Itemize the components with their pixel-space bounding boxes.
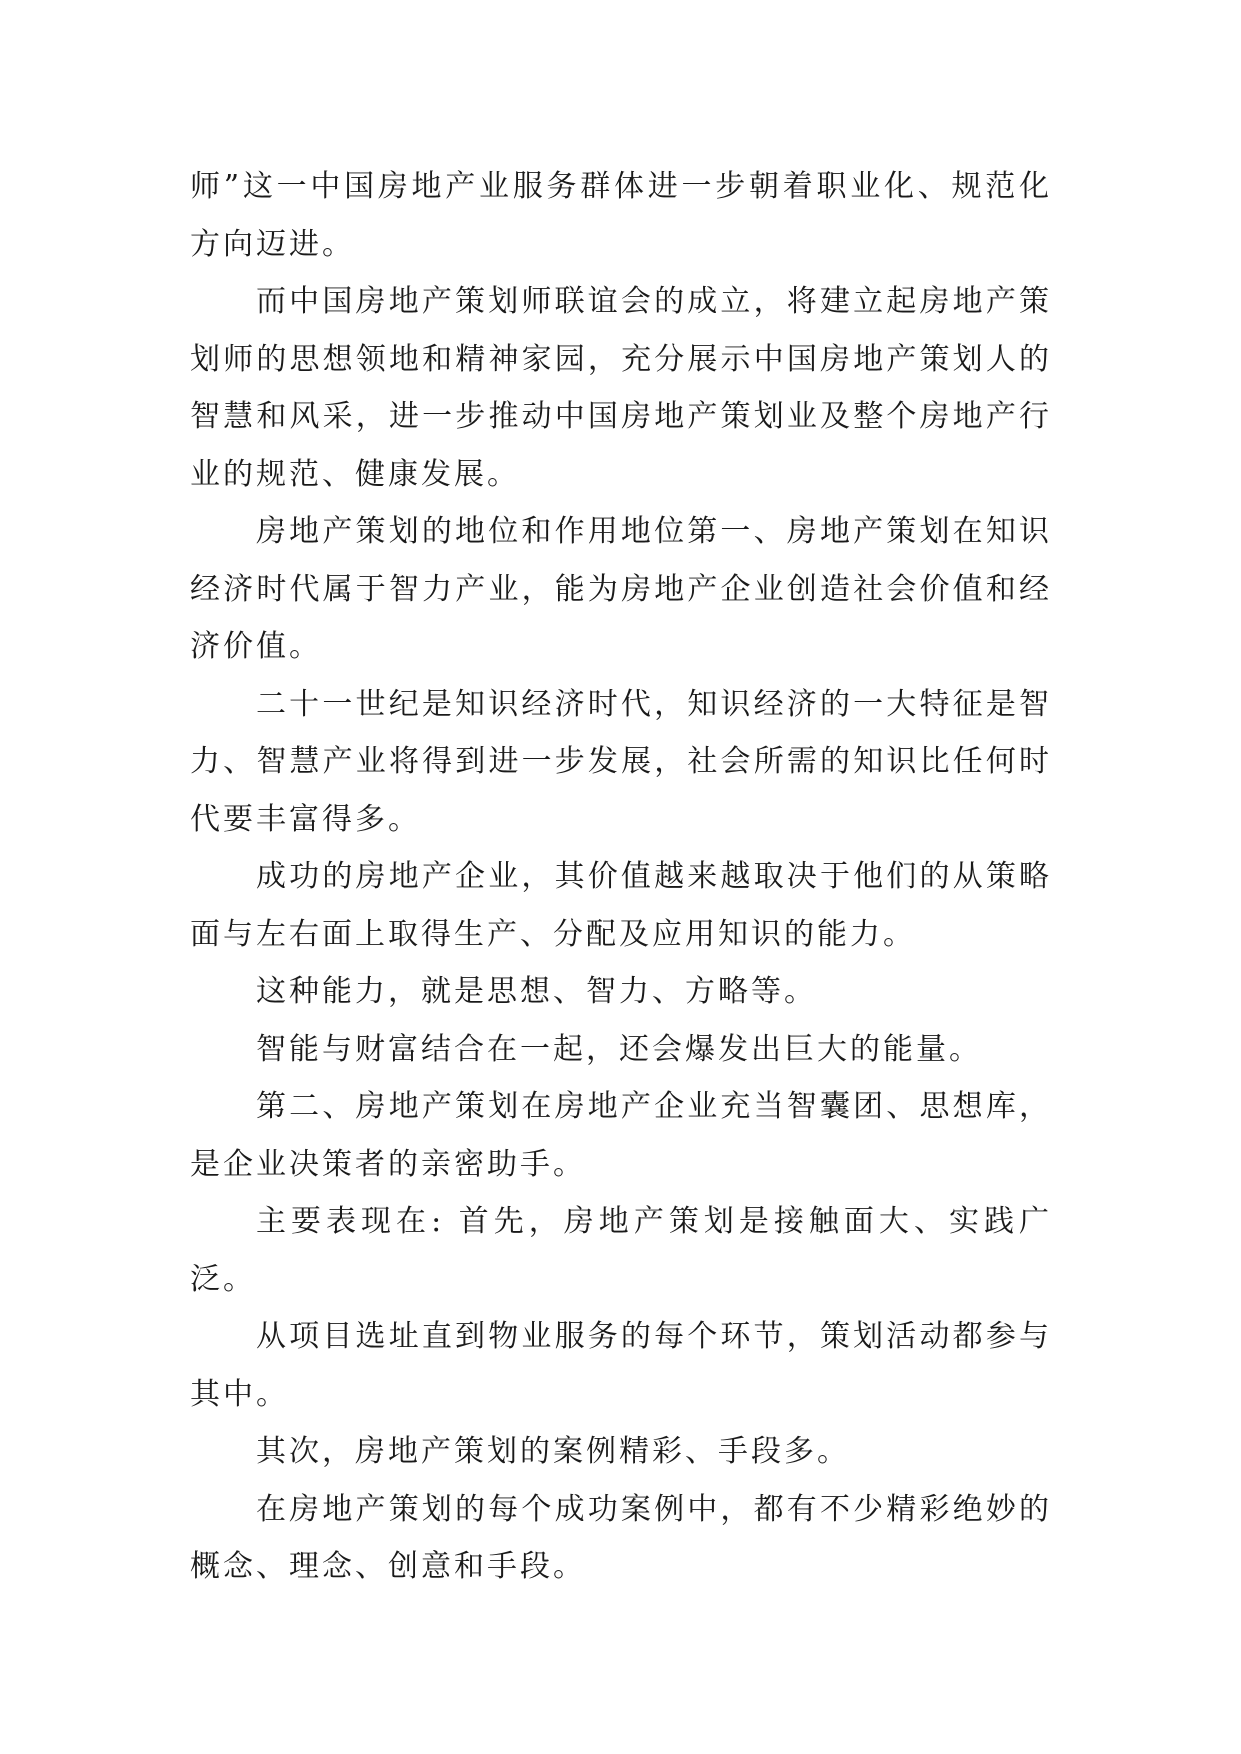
document-body [190,158,1052,1596]
paragraph-12: 在房地产策划的每个成功案例中，都有不少精彩绝妙的概念、理念、创意和手段。 [190,1491,1052,1584]
paragraph-11: 其次，房地产策划的案例精彩、手段多。 [256,1434,850,1469]
paragraph-9: 主要表现在: 首先，房地产策划是接触面大、实践广泛。 [190,1204,1052,1297]
paragraph-8: 第二、房地产策划在房地产企业充当智囊团、思想库，是企业决策者的亲密助手。 [190,1089,1052,1182]
paragraph-7: 智能与财富结合在一起，还会爆发出巨大的能量。 [256,1031,982,1067]
paragraph-1: 师”这一中国房地产业服务群体进一步朝着职业化、规范化方向迈进。 [190,169,1052,262]
paragraph-6: 这种能力，就是思想、智力、方略等。 [256,974,817,1009]
paragraph-10: 从项目选址直到物业服务的每个环节，策划活动都参与其中。 [190,1319,1052,1412]
paragraph-4: 二十一世纪是知识经济时代，知识经济的一大特征是智力、智慧产业将得到进一步发展，社会所需的知识比任何时代要丰富得多。 [190,686,1052,837]
paragraph-3: 房地产策划的地位和作用地位第一、房地产策划在知识经济时代属于智力产业，能为房地产企业创造社会价值和经济价值。 [190,514,1052,664]
paragraph-5: 成功的房地产企业，其价值越来越取决于他们的从策略面与左右面上取得生产、分配及应用知识的能力。 [190,859,1052,952]
paragraph-2: 而中国房地产策划师联谊会的成立，将建立起房地产策划师的思想领地和精神家园，充分展示中国房地产策划人的智慧和风采，进一步推动中国房地产策划业及整个房地产行业的规范、健康发展。 [190,284,1052,492]
